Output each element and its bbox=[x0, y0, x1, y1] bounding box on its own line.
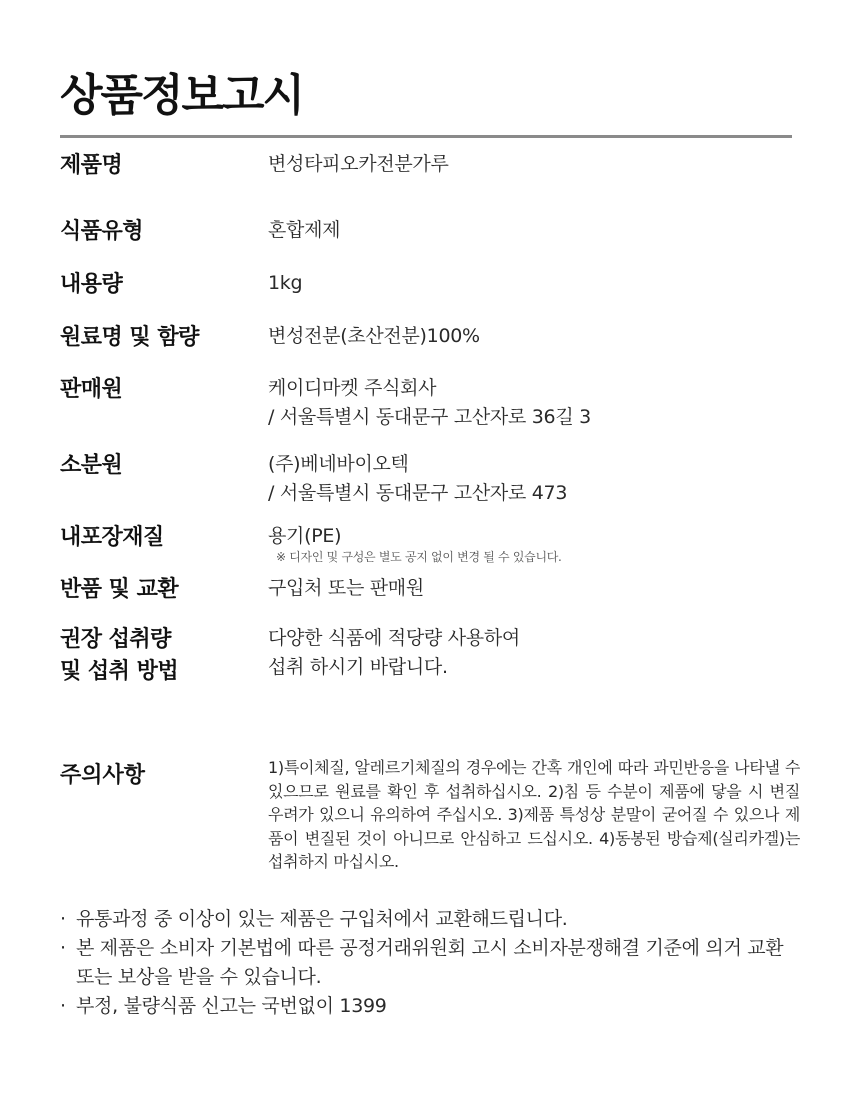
value-line: 1kg bbox=[268, 272, 303, 294]
bullet-dot: · bbox=[60, 908, 66, 930]
value-line: 변성전분(초산전분)100% bbox=[268, 325, 480, 347]
value-line: 구입처 또는 판매원 bbox=[268, 577, 424, 599]
value-line: 케이디마켓 주식회사 bbox=[268, 377, 437, 399]
notice-list bbox=[60, 905, 805, 1021]
bullet-dot: · bbox=[60, 937, 66, 959]
row-value bbox=[268, 624, 798, 682]
row-label bbox=[60, 624, 260, 688]
value-line: 용기(PE) bbox=[268, 525, 342, 547]
caution-label: 주의사항 bbox=[60, 763, 146, 788]
row-label: 소분원 bbox=[60, 453, 123, 478]
value-line: 변성타피오카전분가루 bbox=[268, 153, 449, 175]
row-value bbox=[268, 374, 798, 432]
row-label: 원료명 및 함량 bbox=[60, 325, 199, 350]
row-value bbox=[268, 216, 798, 245]
bullet-dot: · bbox=[60, 995, 66, 1017]
value-line: / 서울특별시 동대문구 고산자로 473 bbox=[268, 482, 568, 504]
row-label: 식품유형 bbox=[60, 219, 144, 244]
row-value bbox=[268, 269, 798, 298]
row-value bbox=[268, 450, 798, 508]
notice-item bbox=[60, 992, 805, 1021]
row-label-line: 및 섭취 방법 bbox=[60, 659, 179, 684]
row-value bbox=[268, 522, 798, 565]
value-line: / 서울특별시 동대문구 고산자로 36길 3 bbox=[268, 406, 591, 428]
row-value bbox=[268, 150, 798, 179]
value-line: 섭취 하시기 바랍니다. bbox=[268, 656, 448, 678]
value-line: 다양한 식품에 적당량 사용하여 bbox=[268, 627, 520, 649]
row-label: 내포장재질 bbox=[60, 525, 164, 550]
row-label: 내용량 bbox=[60, 272, 123, 297]
row-label: 제품명 bbox=[60, 153, 123, 178]
row-label: 판매원 bbox=[60, 377, 123, 402]
caution-text: 1)특이체질, 알레르기체질의 경우에는 간혹 개인에 따라 과민반응을 나타낼 수 있으므로 원료를 확인 후 섭취하십시오. 2)침 등 수분이 제품에 닿을 시 변질 우려가 있으니 유의하여 주십시오. 3)제품 특성상 분말이 굳어질 수 있으나 제품이 변질된 것이 아니므로 안심하고 드십시오. 4)동봉된 방습제(실리카겔)는 섭취하지 마십시오. bbox=[268, 758, 800, 871]
value-line: 혼합제제 bbox=[268, 219, 341, 241]
notice-text: 본 제품은 소비자 기본법에 따른 공정거래위원회 고시 소비자분쟁해결 기준에 의거 교환 또는 보상을 받을 수 있습니다. bbox=[76, 937, 784, 988]
notice-text: 부정, 불량식품 신고는 국번없이 1399 bbox=[76, 995, 387, 1017]
row-value bbox=[268, 322, 798, 351]
row-label: 반품 및 교환 bbox=[60, 577, 179, 602]
notice-text: 유통과정 중 이상이 있는 제품은 구입처에서 교환해드립니다. bbox=[76, 908, 568, 930]
title-divider bbox=[60, 135, 792, 138]
notice-item bbox=[60, 905, 805, 934]
design-change-note: ※ 디자인 및 구성은 별도 공지 없이 변경 될 수 있습니다. bbox=[276, 550, 562, 564]
row-label-line: 권장 섭취량 bbox=[60, 627, 171, 652]
notice-item bbox=[60, 934, 805, 992]
page-title: 상품정보고시 bbox=[60, 70, 304, 121]
value-line: (주)베네바이오텍 bbox=[268, 453, 409, 475]
row-value bbox=[268, 574, 798, 603]
